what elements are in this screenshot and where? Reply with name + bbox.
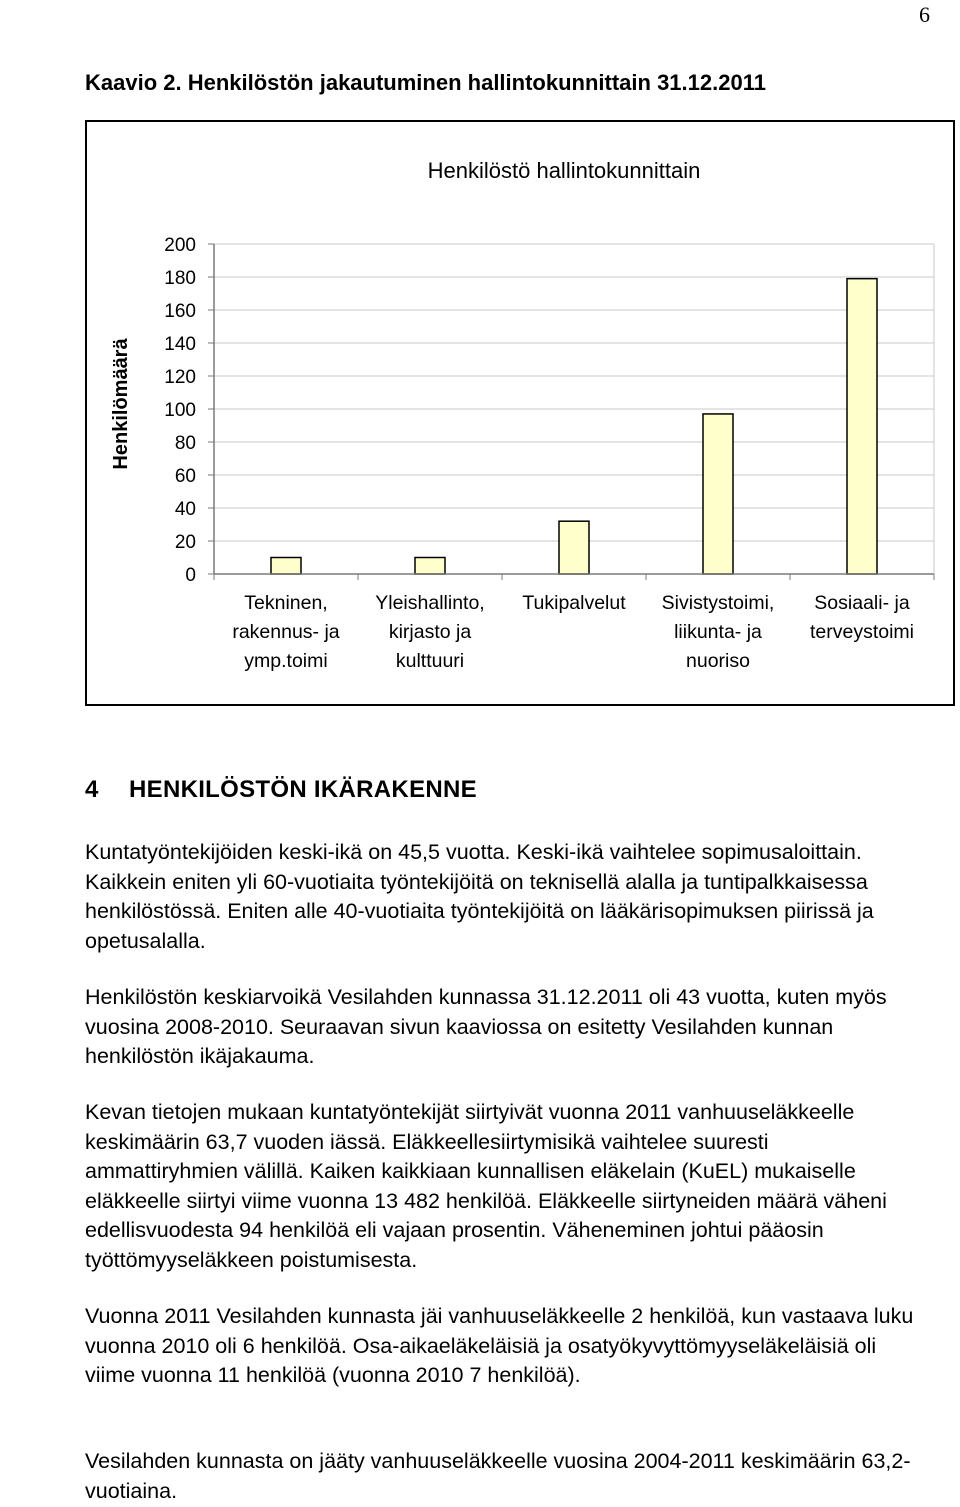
y-tick-label: 120	[164, 367, 196, 388]
chart-frame	[85, 120, 955, 706]
y-tick-label: 200	[164, 235, 196, 256]
bar-chart	[87, 122, 957, 708]
paragraph-retirement-age: Kevan tietojen mukaan kuntatyöntekijät siirtyivät vuonna 2011 vanhuuseläkkeelle keskimäärin 63,7 vuoden iässä. Eläkkeellesiirtymisikä vaihtelee suuresti ammattiryhmien välillä. Kaiken kaikkiaan kunnallisen eläkelain (KuEL) mukaiselle eläkkeelle siirtyi viime vuonna 13 482 henkilöä. Eläkkeelle siirtyneiden määrä väheni edellisvuodesta 94 henkilöä eli vajaan prosentin. Väheneminen johtui pääosin työttömyyseläkkeen poistumisesta.	[85, 1100, 887, 1272]
x-category-label: Sivistystoimi, liikunta- ja nuoriso	[661, 592, 775, 672]
bar	[847, 279, 877, 574]
section-number: 4	[85, 776, 99, 803]
x-category-label: Tukipalvelut	[522, 592, 626, 614]
paragraph-vesilahti-retirements: Vuonna 2011 Vesilahden kunnasta jäi vanhuuseläkkeelle 2 henkilöä, kun vastaava luku vuonna 2010 oli 6 henkilöä. Osa-aikaeläkeläisiä ja osatyökyvyttömyyseläkeläisiä oli viime vuonna 11 henkilöä (vuonna 2010 7 henkilöä).	[85, 1304, 914, 1387]
y-tick-label: 160	[164, 301, 196, 322]
page-number: 6	[919, 2, 930, 27]
y-tick-label: 140	[164, 334, 196, 355]
y-tick-label: 80	[174, 433, 196, 454]
y-tick-label: 0	[185, 565, 196, 586]
paragraph-average-age: Kuntatyöntekijöiden keski-ikä on 45,5 vuotta. Keski-ikä vaihtelee sopimusaloittain. Kaikkein eniten yli 60-vuotiaita työntekijöitä on teknisellä alalla ja tuntipalkkaisessa henkilöstössä. Eniten alle 40-vuotiaita työntekijöitä on lääkärisopimuksen piirissä ja opetusalalla.	[85, 840, 874, 953]
chart-title: Henkilöstö hallintokunnittain	[427, 158, 701, 183]
y-tick-label: 40	[174, 499, 196, 520]
x-category-label: Sosiaali- ja terveystoimi	[809, 592, 915, 643]
x-category-label: Yleishallinto, kirjasto ja kulttuuri	[375, 592, 485, 672]
y-axis-label: Henkilömäärä	[110, 338, 132, 470]
y-tick-label: 180	[164, 268, 196, 289]
y-tick-label: 100	[164, 400, 196, 421]
section-title: HENKILÖSTÖN IKÄRAKENNE	[129, 776, 477, 803]
section-heading	[85, 776, 477, 804]
chart-caption: Kaavio 2. Henkilöstön jakautuminen hallintokunnittain 31.12.2011	[85, 70, 766, 95]
paragraph-vesilahti-average-age: Henkilöstön keskiarvoikä Vesilahden kunnassa 31.12.2011 oli 43 vuotta, kuten myös vuosina 2008-2010. Seuraavan sivun kaaviossa on esitetty Vesilahden kunnan henkilöstön ikäjakauma.	[85, 985, 887, 1068]
x-category-label: Tekninen, rakennus- ja ymp.toimi	[232, 592, 340, 672]
y-tick-label: 20	[174, 532, 196, 553]
bar	[559, 521, 589, 574]
bar	[271, 558, 301, 575]
y-tick-label: 60	[174, 466, 196, 487]
bar	[703, 414, 733, 574]
bar	[415, 558, 445, 575]
paragraph-average-retirement-age: Vesilahden kunnasta on jääty vanhuuseläkkeelle vuosina 2004-2011 keskimäärin 63,2-vuotiaina.	[85, 1449, 911, 1503]
